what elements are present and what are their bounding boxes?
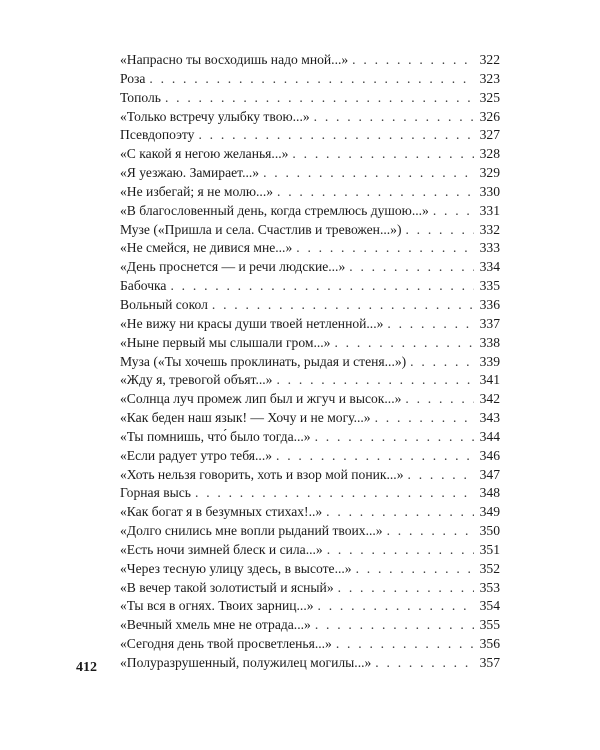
dot-leader: [375, 654, 474, 673]
dot-leader: [356, 560, 474, 579]
toc-entry-page-number: 328: [479, 146, 500, 162]
toc-entry-page-number: 326: [479, 108, 500, 124]
toc-entry: [120, 371, 500, 390]
dot-leader: [349, 258, 474, 277]
toc-entry-title: «Ты помнишь, что́ было тогда...»: [120, 428, 311, 444]
toc-entry: [120, 560, 500, 579]
toc-entry: [120, 51, 500, 70]
toc-entry-page-number: 349: [479, 504, 500, 520]
toc-entry: [120, 70, 500, 89]
dot-leader: [318, 597, 474, 616]
toc-entry-page-number: 352: [479, 560, 500, 576]
toc-entry-page-number: 346: [479, 447, 500, 463]
dot-leader: [334, 334, 474, 353]
toc-entry-title: Муза («Ты хочешь проклинать, рыдая и стеня...»): [120, 353, 407, 369]
toc-entry: [120, 89, 500, 108]
toc-entry-page-number: 331: [479, 202, 500, 218]
toc-entry-title: «Ныне первый мы слышали гром...»: [120, 334, 331, 350]
dot-leader: [315, 616, 474, 635]
dot-leader: [408, 466, 475, 485]
toc-entry: [120, 239, 500, 258]
toc-entry: [120, 183, 500, 202]
toc-entry: [120, 258, 500, 277]
toc-entry: [120, 428, 500, 447]
dot-leader: [405, 221, 474, 240]
toc-entry-page-number: 354: [479, 598, 500, 614]
toc-entry-page-number: 357: [479, 655, 500, 670]
toc-entry-page-number: 330: [479, 183, 500, 199]
toc-entry: [120, 484, 500, 503]
dot-leader: [327, 541, 474, 560]
toc-entry: [120, 202, 500, 221]
toc-entry: [120, 277, 500, 296]
dot-leader: [276, 371, 474, 390]
toc-entry-page-number: 342: [479, 391, 500, 407]
dot-leader: [338, 579, 474, 598]
toc-entry-page-number: 343: [479, 410, 500, 426]
toc-entry-title: Тополь: [120, 89, 161, 105]
toc-entry-title: «Жду я, тревогой объят...»: [120, 372, 273, 388]
toc-entry-title: Бабочка: [120, 278, 167, 294]
dot-leader: [326, 503, 474, 522]
toc-entry-title: Роза: [120, 70, 146, 86]
toc-entry: [120, 296, 500, 315]
toc-entry-title: «Через тесную улицу здесь, в высоте...»: [120, 560, 352, 576]
toc-entry-title: «Как беден наш язык! — Хочу и не могу...»: [120, 410, 371, 426]
toc-entry-title: «В вечер такой золотистый и ясный»: [120, 579, 334, 595]
toc-entry: [120, 616, 500, 635]
toc-entry: [120, 522, 500, 541]
toc-entry-title: Музе («Пришла и села. Счастлив и тревожен...»): [120, 221, 402, 237]
dot-leader: [165, 89, 474, 108]
toc-entry-page-number: 339: [479, 353, 500, 369]
toc-entry-page-number: 347: [479, 466, 500, 482]
toc-entry-title: «Как богат я в безумных стихах!..»: [120, 504, 323, 520]
dot-leader: [387, 315, 474, 334]
toc-entry: [120, 654, 500, 673]
toc-entry-title: «С какой я негою желанья...»: [120, 146, 289, 162]
toc-entry: [120, 126, 500, 145]
toc-entry-page-number: 337: [479, 315, 500, 331]
toc-entry-title: «Сегодня день твой просветленья...»: [120, 636, 332, 652]
toc-entry-page-number: 338: [479, 334, 500, 350]
toc-entry: [120, 597, 500, 616]
toc-entry-title: «Полуразрушенный, полужилец могилы...»: [120, 655, 372, 670]
toc-entry: [120, 164, 500, 183]
toc-entry-page-number: 334: [479, 259, 500, 275]
toc-entry: [120, 447, 500, 466]
toc-entry-title: «Если радует утро тебя...»: [120, 447, 273, 463]
toc-entry-page-number: 356: [479, 636, 500, 652]
toc-entry: [120, 334, 500, 353]
toc-entry-title: «Солнца луч промеж лип был и жгуч и высок...»: [120, 391, 402, 407]
dot-leader: [277, 183, 474, 202]
toc-entry: [120, 503, 500, 522]
toc-entry-page-number: 348: [479, 485, 500, 501]
dot-leader: [315, 428, 474, 447]
dot-leader: [405, 390, 474, 409]
toc-entry-title: Горная высь: [120, 485, 192, 501]
toc-entry: [120, 145, 500, 164]
dot-leader: [149, 70, 474, 89]
toc-entry: [120, 315, 500, 334]
toc-entry-page-number: 322: [479, 52, 500, 67]
dot-leader: [352, 51, 474, 70]
dot-leader: [276, 447, 474, 466]
toc-entry-title: «Напрасно ты восходишь надо мной...»: [120, 52, 349, 67]
dot-leader: [336, 635, 474, 654]
toc-entry-title: «Есть ночи зимней блеск и сила...»: [120, 541, 323, 557]
toc-entry-page-number: 353: [479, 579, 500, 595]
toc-entry-page-number: 329: [479, 165, 500, 181]
page-folio-number: 412: [76, 660, 97, 675]
dot-leader: [387, 522, 474, 541]
dot-leader: [263, 164, 474, 183]
toc-entry-page-number: 350: [479, 523, 500, 539]
toc-entry: [120, 635, 500, 654]
dot-leader: [375, 409, 474, 428]
dot-leader: [212, 296, 474, 315]
dot-leader: [195, 484, 474, 503]
dot-leader: [296, 239, 474, 258]
toc-entry: [120, 579, 500, 598]
toc-entry-title: «Вечный хмель мне не отрада...»: [120, 617, 311, 633]
toc-entry-title: «Только встречу улыбку твою...»: [120, 108, 310, 124]
toc-entry: [120, 409, 500, 428]
toc-entry: [120, 466, 500, 485]
toc-entry-title: «День проснется — и речи людские...»: [120, 259, 346, 275]
toc-entry-title: «Хоть нельзя говорить, хоть и взор мой поник...»: [120, 466, 404, 482]
toc-entry: [120, 353, 500, 372]
toc-entry-title: Вольный сокол: [120, 296, 208, 312]
toc-entry-page-number: 332: [479, 221, 500, 237]
dot-leader: [170, 277, 474, 296]
toc-entry-title: «Долго снились мне вопли рыданий твоих...»: [120, 523, 383, 539]
toc-entry-page-number: 327: [479, 127, 500, 143]
toc-entry-page-number: 325: [479, 89, 500, 105]
dot-leader: [198, 126, 474, 145]
toc-entry-title: Псевдопоэту: [120, 127, 195, 143]
toc-entry: [120, 541, 500, 560]
table-of-contents: [120, 51, 500, 673]
toc-entry-page-number: 344: [479, 428, 500, 444]
toc-entry: [120, 390, 500, 409]
toc-entry-title: «В благословенный день, когда стремлюсь душою...»: [120, 202, 429, 218]
dot-leader: [433, 202, 474, 221]
toc-entry: [120, 221, 500, 240]
toc-entry-page-number: 351: [479, 541, 500, 557]
toc-entry: [120, 108, 500, 127]
toc-entry-title: «Не избегай; я не молю...»: [120, 183, 274, 199]
toc-entry-title: «Не вижу ни красы души твоей нетленной...»: [120, 315, 384, 331]
toc-entry-page-number: 341: [479, 372, 500, 388]
dot-leader: [314, 108, 474, 127]
toc-entry-page-number: 336: [479, 296, 500, 312]
dot-leader: [292, 145, 474, 164]
toc-entry-title: «Не смейся, не дивися мне...»: [120, 240, 293, 256]
toc-entry-page-number: 323: [479, 70, 500, 86]
toc-entry-title: «Ты вся в огнях. Твоих зарниц...»: [120, 598, 314, 614]
toc-entry-page-number: 333: [479, 240, 500, 256]
toc-entry-page-number: 335: [479, 278, 500, 294]
toc-entry-title: «Я уезжаю. Замирает...»: [120, 165, 260, 181]
dot-leader: [410, 353, 474, 372]
toc-entry-page-number: 355: [479, 617, 500, 633]
